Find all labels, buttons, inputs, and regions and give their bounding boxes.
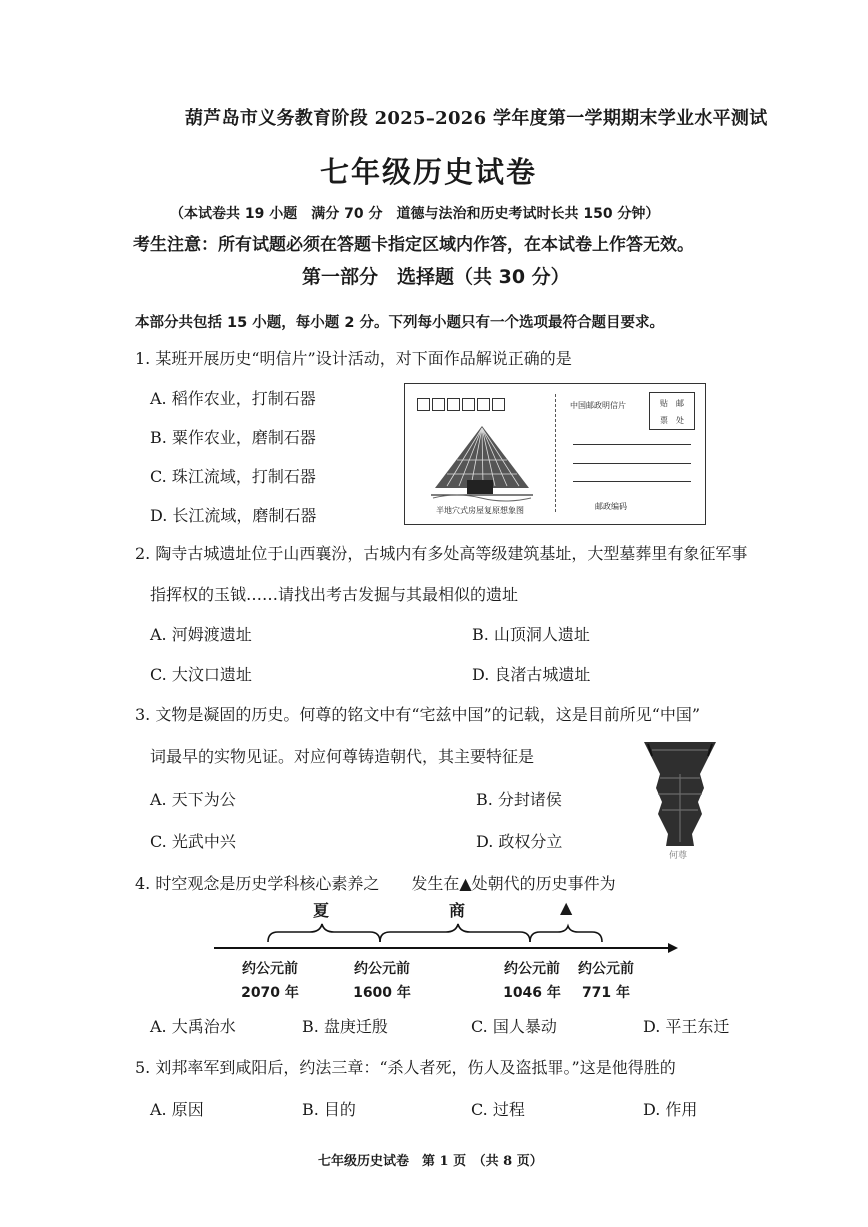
q5-option-b: B. 目的 xyxy=(302,1100,356,1119)
q3-stem-line2: 词最早的实物见证。对应何尊铸造朝代，其主要特征是 xyxy=(150,747,535,766)
postcode-boxes xyxy=(417,398,505,411)
timeline-tick-1600 xyxy=(350,958,414,1002)
q1-option-c: C. 珠江流域，打制石器 xyxy=(150,467,316,486)
tick-line1: 约公元前 xyxy=(242,961,298,977)
q3-stem-line1: 3. 文物是凝固的历史。何尊的铭文中有“宅兹中国”的记载，这是目前所见“中国” xyxy=(135,705,701,724)
tick-line2: 1600 年 xyxy=(353,985,411,1001)
tick-line2: 1046 年 xyxy=(503,985,561,1001)
timeline-tick-771 xyxy=(574,958,638,1002)
q2-option-d: D. 良渚古城遗址 xyxy=(472,665,591,684)
q5-option-c: C. 过程 xyxy=(471,1100,525,1119)
page-footer: 七年级历史试卷 第 1 页 （共 8 页） xyxy=(318,1154,543,1169)
q4-option-b: B. 盘庚迁殷 xyxy=(302,1017,388,1036)
tick-line2: 2070 年 xyxy=(241,985,299,1001)
q3-option-b: B. 分封诸侯 xyxy=(476,790,562,809)
paper-title: 七年级历史试卷 xyxy=(320,155,538,189)
exam-title: 葫芦岛市义务教育阶段 2025–2026 学年度第一学期期末学业水平测试 xyxy=(185,108,768,129)
section-title: 第一部分 选择题（共 30 分） xyxy=(302,266,570,288)
postcard-caption: 半地穴式房屋复原想象图 xyxy=(436,506,524,515)
postcard-divider xyxy=(555,394,556,512)
q1-option-a: A. 稻作农业，打制石器 xyxy=(150,389,316,408)
timeline-axis xyxy=(210,898,680,958)
address-line xyxy=(573,463,691,464)
stamp-line2: 票 处 xyxy=(660,416,684,425)
postcard-postcode-label: 邮政编码 xyxy=(595,502,627,511)
timeline-label-shang: 商 xyxy=(449,901,466,920)
notice: 考生注意：所有试题必须在答题卡指定区域内作答，在本试卷上作答无效。 xyxy=(133,235,694,255)
tick-line1: 约公元前 xyxy=(504,961,560,977)
q4-option-d: D. 平王东迁 xyxy=(643,1017,730,1036)
tick-line2: 771 年 xyxy=(581,985,631,1001)
section-instruction: 本部分共包括 15 小题，每小题 2 分。下列每小题只有一个选项最符合题目要求。 xyxy=(135,315,664,331)
q2-stem-line1: 2. 陶寺古城遗址位于山西襄汾，古城内有多处高等级建筑基址，大型墓葬里有象征军事 xyxy=(135,544,748,563)
q3-option-a: A. 天下为公 xyxy=(150,790,236,809)
q2-option-b: B. 山顶洞人遗址 xyxy=(472,625,590,644)
q5-stem: 5. 刘邦率军到咸阳后，约法三章：“杀人者死，伤人及盗抵罪。”这是他得胜的 xyxy=(135,1058,676,1077)
tick-line1: 约公元前 xyxy=(578,961,634,977)
q2-option-a: A. 河姆渡遗址 xyxy=(150,625,252,644)
q1-stem: 1. 某班开展历史“明信片”设计活动，对下面作品解说正确的是 xyxy=(135,349,572,368)
q4-stem: 4. 时空观念是历史学科核心素养之 发生在▲处朝代的历史事件为 xyxy=(135,874,616,893)
timeline-label-triangle: ▲ xyxy=(560,898,573,917)
stamp-box xyxy=(649,392,695,430)
timeline-label-xia: 夏 xyxy=(313,901,330,920)
timeline-figure xyxy=(210,898,680,1008)
q1-option-b: B. 粟作农业，磨制石器 xyxy=(150,428,316,447)
timeline-tick-1046 xyxy=(500,958,564,1002)
postcard-figure xyxy=(404,383,706,525)
exam-info: （本试卷共 19 小题 满分 70 分 道德与法治和历史考试时长共 150 分钟） xyxy=(170,206,660,222)
q4-option-c: C. 国人暴动 xyxy=(471,1017,557,1036)
stamp-line1: 贴 邮 xyxy=(660,399,684,408)
q3-option-c: C. 光武中兴 xyxy=(150,832,236,851)
q1-option-d: D. 长江流域，磨制石器 xyxy=(150,506,317,525)
address-line xyxy=(573,481,691,482)
q5-option-a: A. 原因 xyxy=(150,1100,204,1119)
he-zun-vessel-icon xyxy=(640,738,720,858)
tick-line1: 约公元前 xyxy=(354,961,410,977)
q2-stem-line2: 指挥权的玉钺……请找出考古发掘与其最相似的遗址 xyxy=(150,585,519,604)
q2-option-c: C. 大汶口遗址 xyxy=(150,665,252,684)
he-zun-caption: 何尊 xyxy=(669,851,688,861)
q4-option-a: A. 大禹治水 xyxy=(150,1017,236,1036)
hut-icon xyxy=(427,422,537,502)
timeline-tick-2070 xyxy=(238,958,302,1002)
q3-option-d: D. 政权分立 xyxy=(476,832,563,851)
address-line xyxy=(573,444,691,445)
q5-option-d: D. 作用 xyxy=(643,1100,698,1119)
postcard-header: 中国邮政明信片 xyxy=(570,401,626,410)
